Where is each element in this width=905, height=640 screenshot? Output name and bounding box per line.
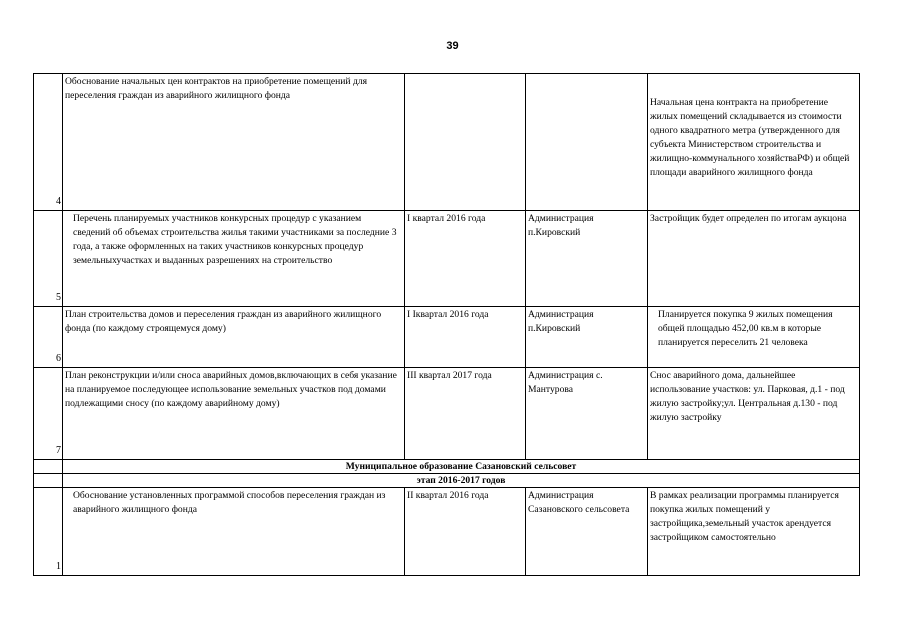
- row-note: Планируется покупка 9 жилых помещения общей площадью 452,00 кв.м в которые планируется переселить 21 человека: [648, 307, 860, 368]
- section-title: Муниципальное образование Сазановский сельсовет: [63, 460, 860, 474]
- row-note: Застройщик будет определен по итогам аукцона: [648, 211, 860, 307]
- row-name: План реконструкции и/или сноса аварийных домов,включающих в себя указание на планируемое последующее использование земельных участков под домами подлежащими сносу (по каждому аварийному дому): [63, 368, 405, 460]
- section-header-row: [34, 460, 860, 474]
- row-number: 5: [34, 211, 63, 307]
- table-row: [34, 368, 860, 460]
- row-name: План строительства домов и переселения граждан из аварийного жилищного фонда (по каждому строящемуся дому): [63, 307, 405, 368]
- page-number: 39: [446, 40, 459, 52]
- row-period: III квартал 2017 года: [405, 368, 526, 460]
- row-executor: [526, 74, 648, 211]
- empty-cell: [34, 474, 63, 488]
- table-row: [34, 488, 860, 576]
- table-row: [34, 307, 860, 368]
- empty-cell: [34, 460, 63, 474]
- row-note: В рамках реализации программы планируется покупка жилых помещений у застройщика,земельный участок арендуется застройщиком самостоятельно: [648, 488, 860, 576]
- row-note: Снос аварийного дома, дальнейшее использование участков: ул. Парковая, д.1 - под жилую застройку;ул. Центральная д.130 - под жилую застройку: [648, 368, 860, 460]
- row-period: I квартал 2016 года: [405, 211, 526, 307]
- row-number: 1: [34, 488, 63, 576]
- row-executor: Администрация Сазановского сельсовета: [526, 488, 648, 576]
- row-period: II квартал 2016 года: [405, 488, 526, 576]
- row-number: 4: [34, 74, 63, 211]
- row-period: I Iквартал 2016 года: [405, 307, 526, 368]
- stage-title: этап 2016-2017 годов: [63, 474, 860, 488]
- stage-header-row: [34, 474, 860, 488]
- row-period: [405, 74, 526, 211]
- row-number: 7: [34, 368, 63, 460]
- row-name: Перечень планируемых участников конкурсных процедур с указанием сведений об объемах строительства жилья такими участниками за последние 3 года, а также оформленных на таких участников конкурсных процедур земельныхучастках и выданных разрешениях на строительство: [63, 211, 405, 307]
- row-name: Обоснование начальных цен контрактов на приобретение помещений для переселения граждан из аварийного жилищного фонда: [63, 74, 405, 211]
- row-note: Начальная цена контракта на приобретение жилых помещений складывается из стоимости одного квадратного метра (утвержденного для субъекта Министерством строительства и жилищно-коммунального хозяйстваРФ) и общей площади аварийного жилищного фонда: [648, 74, 860, 211]
- program-table: [33, 73, 860, 576]
- row-executor: Администрация п.Кировский: [526, 307, 648, 368]
- table-row: [34, 211, 860, 307]
- row-executor: Администрация с. Мантурова: [526, 368, 648, 460]
- row-executor: Администрация п.Кировский: [526, 211, 648, 307]
- row-number: 6: [34, 307, 63, 368]
- table-row: [34, 74, 860, 211]
- row-name: Обоснование установленных программой способов переселения граждан из аварийного жилищного фонда: [63, 488, 405, 576]
